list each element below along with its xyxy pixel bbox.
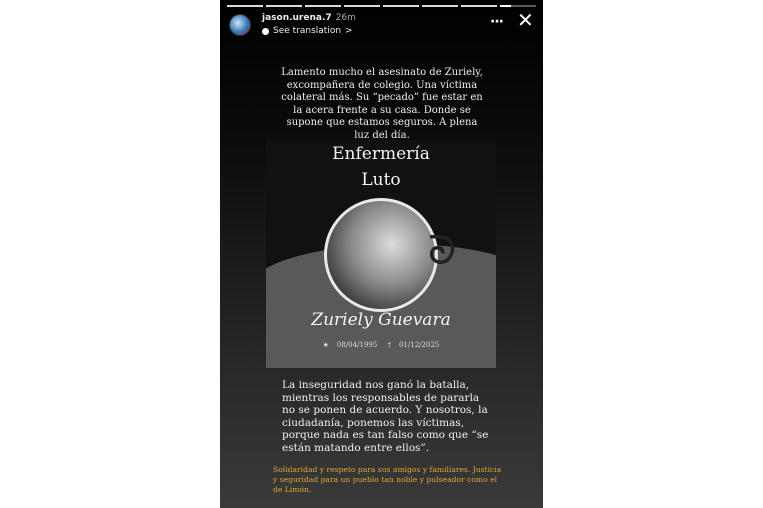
- birth-date: 08/04/1995: [336, 341, 378, 349]
- progress-segment: [266, 5, 302, 7]
- story-viewer[interactable]: [220, 0, 543, 508]
- intro-text: Lamento mucho el asesinato de Zuriely, excompañera de colegio. Una víctima colateral más. Su “pecado” fue estar en la acera frente a su casa. Donde se supone que estamos seguros. A plena luz del día.: [281, 67, 483, 141]
- progress-segment: [305, 5, 341, 7]
- progress-segment: [422, 5, 458, 7]
- memorial-dates: [266, 341, 496, 349]
- translate-icon: [262, 28, 269, 35]
- star-icon: ★: [322, 341, 329, 349]
- more-options-icon[interactable]: ···: [490, 14, 503, 30]
- card-title: Enfermería: [332, 144, 430, 164]
- progress-segment-current: [500, 5, 536, 7]
- close-icon[interactable]: ✕: [517, 8, 534, 32]
- post-time: 26m: [335, 13, 356, 23]
- progress-segment: [461, 5, 497, 7]
- username[interactable]: jason.urena.7: [262, 13, 332, 23]
- card-subtitle: Luto: [361, 170, 401, 190]
- progress-segment: [227, 5, 263, 7]
- memorial-photo: [324, 198, 438, 312]
- story-progress: [227, 5, 536, 7]
- memorial-card: [266, 140, 496, 368]
- see-translation-label: See translation: [273, 26, 342, 36]
- progress-segment: [383, 5, 419, 7]
- see-translation-button[interactable]: [262, 26, 353, 36]
- closing-text: Solidaridad y respeto para sus amigos y familiares. Justicia y seguridad para un pueblo tan noble y pulseador como el de Limón.: [273, 465, 502, 494]
- body-text: La inseguridad nos ganó la batalla, mientras los responsables de pararla no se ponen de acuerdo. Y nosotros, la ciudadanía, ponemos las víctimas, porque nada es tan falso como que “se están matando entre ellos”.: [282, 379, 489, 454]
- cross-icon: †: [387, 341, 391, 349]
- progress-segment: [344, 5, 380, 7]
- death-date: 01/12/2025: [399, 341, 440, 349]
- username-row[interactable]: [262, 13, 356, 23]
- memorial-name: Zuriely Guevara: [311, 310, 451, 330]
- chevron-right-icon: >: [345, 26, 353, 36]
- avatar[interactable]: [229, 14, 251, 36]
- mourning-ribbon-icon: ᘐ: [428, 228, 457, 274]
